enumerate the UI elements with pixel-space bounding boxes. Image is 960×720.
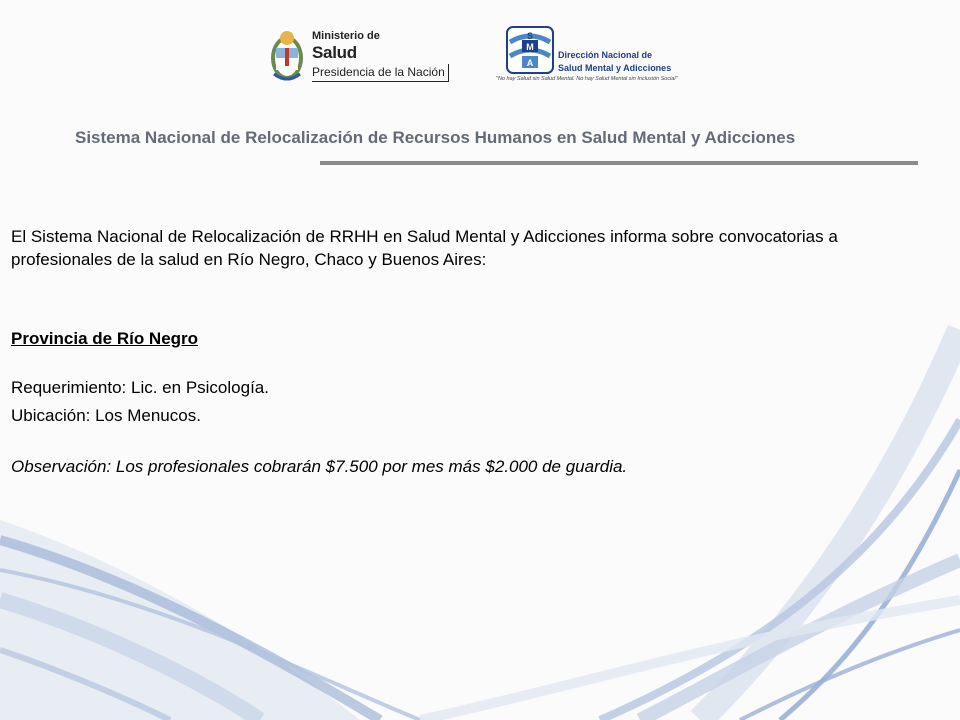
location-line: Ubicación: Los Menucos. — [11, 406, 201, 425]
ministry-name: Salud — [312, 43, 357, 62]
ministry-label: Ministerio de — [312, 30, 380, 42]
sma-letter-s: S — [526, 31, 534, 41]
sma-logo-icon — [506, 26, 554, 74]
requirement-line: Requerimiento: Lic. en Psicología. — [11, 378, 269, 397]
dnsm-tagline: "No hay Salud sin Salud Mental. No hay Salud Mental sin Inclusión Social" — [496, 76, 678, 82]
slide-title: Sistema Nacional de Relocalización de Recursos Humanos en Salud Mental y Adicciones — [75, 128, 796, 147]
dnsm-name-line1: Dirección Nacional de — [558, 50, 653, 60]
sma-letter-m: M — [526, 42, 534, 52]
observation-line: Observación: Los profesionales cobrarán $7.500 por mes más $2.000 de guardia. — [11, 457, 628, 476]
province-heading: Provincia de Río Negro — [11, 329, 199, 348]
ministerio-salud-logo — [268, 24, 456, 86]
title-divider — [320, 161, 918, 165]
dnsm-name-line2: Salud Mental y Adicciones — [558, 63, 672, 73]
wave-band-7 — [640, 560, 960, 720]
presidency-label: Presidencia de la Nación — [312, 64, 449, 82]
dnsm-logo — [496, 26, 706, 84]
coat-of-arms-icon — [268, 26, 306, 84]
intro-paragraph: El Sistema Nacional de Relocalización de RRHH en Salud Mental y Adicciones informa sobre convocatorias a profesionales de la salud en Río Negro, Chaco y Buenos Aires: — [11, 227, 838, 269]
sma-letter-a: A — [526, 58, 534, 68]
wave-band-10 — [420, 600, 960, 720]
